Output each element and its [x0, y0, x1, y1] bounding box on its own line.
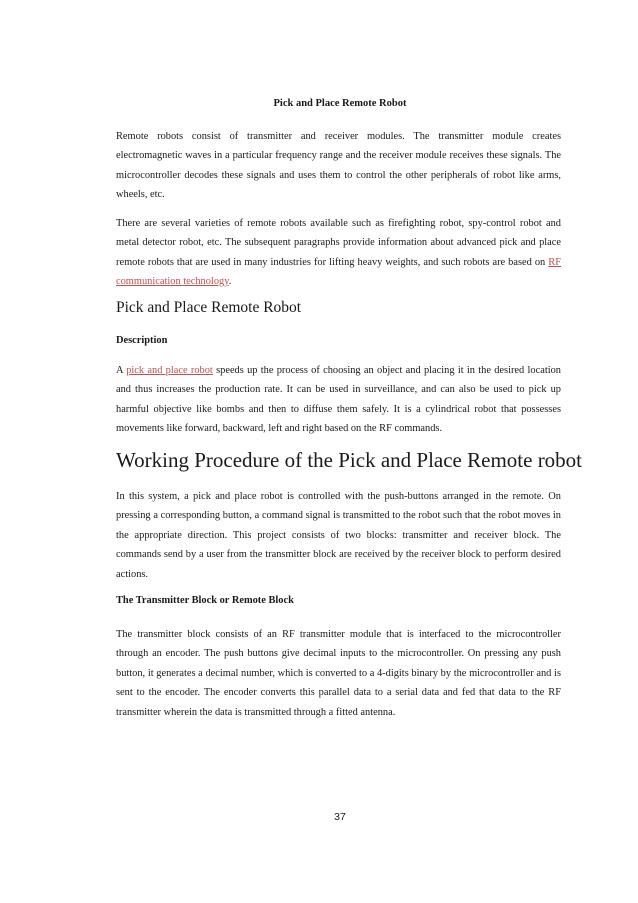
intro-p2-text: There are several varieties of remote robots available such as firefighting robot, spy-control robot and metal detector robot, etc. The subsequent paragraphs provide information about advanced pick and place remote robots that are used in many industries for lifting heavy weights, and such robots are based on — [116, 218, 561, 268]
description-text: speeds up the process of choosing an object and placing it in the desired location and thus increases the production rate. It can be used in surveillance, and can also be used to pick up harmful objective like bombs and then to diffuse them safely. It is a cylindrical robot that possesses movements like forward, backward, left and right based on the RF commands. — [116, 365, 561, 435]
description-text-start: A — [116, 365, 127, 376]
intro-paragraph-2 — [116, 214, 561, 292]
transmitter-block-subheading: The Transmitter Block or Remote Block — [116, 595, 294, 606]
page-title: Pick and Place Remote Robot — [273, 98, 407, 109]
working-procedure-paragraph: In this system, a pick and place robot is controlled with the push-buttons arranged in the remote. On pressing a corresponding button, a command signal is transmitted to the robot such that the robot moves in the appropriate direction. This project consists of two blocks: transmitter and receiver block. The commands send by a user from the transmitter block are received by the receiver block to perform desired actions. — [116, 491, 561, 580]
rf-communication-link[interactable]: RF communication technology — [116, 256, 561, 288]
intro-p2-end: . — [228, 276, 232, 288]
intro-paragraph-1: Remote robots consist of transmitter and receiver modules. The transmitter module creates electromagnetic waves in a particular frequency range and the receiver module receives these signals. The microcontroller decodes these signals and uses them to control the other peripherals of robot like arms, wheels, etc. — [116, 131, 561, 201]
transmitter-block-paragraph: The transmitter block consists of an RF transmitter module that is interfaced to the microcontroller through an encoder. The push buttons give decimal inputs to the microcontroller. On pressing any push button, it generates a decimal number, which is converted to a 4-digits binary by the microcontroller and is sent to the encoder. The encoder converts this parallel data to a serial data and fed that data to the RF transmitter wherein the data is transmitted through a fitted antenna. — [116, 629, 561, 718]
section-heading-pick-and-place: Pick and Place Remote Robot — [116, 299, 302, 316]
description-subheading: Description — [116, 335, 168, 346]
description-paragraph — [116, 361, 561, 439]
section-heading-working-procedure: Working Procedure of the Pick and Place Remote robot — [116, 448, 583, 472]
page-number: 37 — [334, 811, 346, 823]
pick-and-place-robot-link[interactable]: pick and place robot — [126, 365, 213, 376]
